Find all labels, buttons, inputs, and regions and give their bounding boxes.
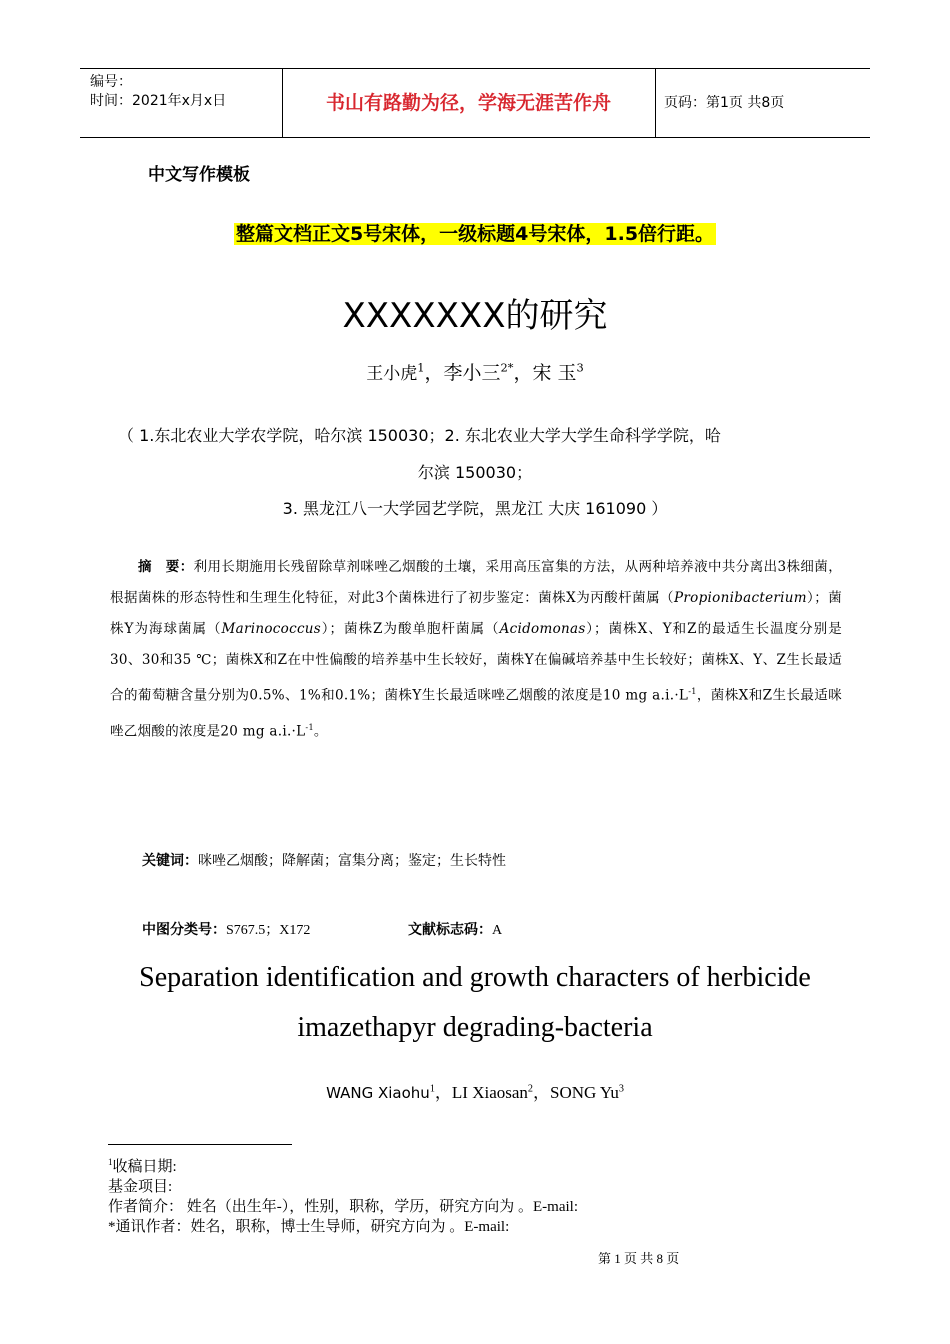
keywords-row: [142, 850, 506, 870]
footnotes: [108, 1152, 578, 1237]
author-1-sup: 1: [417, 360, 425, 375]
doccode-row: [408, 919, 502, 939]
header-meta-cell: [80, 69, 283, 137]
footnote-2: 基金项目:: [108, 1179, 173, 1195]
footnote-1-sup: 1: [108, 1157, 113, 1167]
abstract-text-1: 利用长期施用长残留除草剂咪唑乙烟酸的土壤，采用高压富集的方法，从两种培养液中共分离出3株细菌，根据菌株的形态特性和生理生化特征，对此3个菌株进行了初步鉴定：菌株X为丙酸杆菌属（: [110, 559, 842, 606]
number-label: 编号：: [90, 74, 132, 90]
abstract-text-6: 。: [313, 723, 328, 739]
title-en-line-1: Separation identification and growth characters of herbicide: [139, 962, 811, 993]
genus-y: Marinococcus: [221, 621, 322, 637]
clc-value: S767.5；X172: [226, 923, 311, 938]
author-en-1-sup: 1: [429, 1083, 435, 1095]
footnote-1-text: 收稿日期:: [112, 1159, 177, 1175]
abstract-text-5: ，菌株X和Z生长最适咪唑乙烟酸的浓度是20 mg a.i.·L: [110, 687, 842, 739]
affiliation-line-3: 3. 黑龙江八一大学园艺学院，黑龙江 大庆 161090 ）: [282, 499, 668, 518]
header-motto-cell: [282, 69, 656, 137]
keywords-label: 关键词：: [142, 853, 198, 869]
format-note-row: [0, 219, 950, 246]
abstract-sup-2: -1: [305, 721, 314, 732]
author-sep-2: ，: [513, 362, 533, 384]
time-label: 时间：2021年x月x日: [90, 93, 227, 109]
format-note: 整篇文档正文5号宋体，一级标题4号宋体，1.5倍行距。: [235, 223, 715, 245]
author-3-sup: 3: [576, 360, 584, 375]
authors-en: [0, 1078, 950, 1103]
title-en-line-2: imazethapyr degrading-bacteria: [297, 1012, 653, 1043]
author-en-3-sup: 3: [618, 1083, 624, 1095]
motto: 书山有路勤为径，学海无涯苦作舟: [325, 92, 611, 114]
author-en-1: WANG Xiaohu: [326, 1084, 430, 1102]
abstract-sup-1: -1: [688, 686, 697, 696]
clc-row: [142, 919, 310, 939]
author-sep-1: ，: [424, 362, 444, 384]
page-footer: 第 1 页 共 8 页: [598, 1251, 680, 1266]
abstract-text-2: ）；菌株Y为海球菌属（: [110, 590, 842, 637]
footnote-3: 作者简介： 姓名（出生年-），性别，职称，学历，研究方向为 。E-mail:: [108, 1199, 578, 1215]
author-en-3: SONG Yu: [550, 1083, 619, 1102]
genus-z: Acidomonas: [499, 621, 586, 637]
author-2: 李小三: [443, 362, 501, 384]
abstract-text-4: ）；菌株X、Y和Z的最适生长温度分别是30、30和35 ℃；菌株X和Z在中性偏酸的培养基中生长较好，菌株Y在偏碱培养基中生长较好；菌株X、Y、Z生长最适合的葡萄糖含量分别为0.5%、1%和0.1%；菌株Y生长最适咪唑乙烟酸的浓度是10 mg a.i.·L: [110, 621, 843, 704]
footnote-4: *通讯作者：姓名，职称，博士生导师，研究方向为 。E-mail:: [108, 1219, 510, 1235]
header-page-cell: [656, 69, 870, 137]
author-1: 王小虎: [366, 364, 418, 384]
author-en-2-sup: 2: [527, 1083, 534, 1095]
affiliation-line-1: （ 1.东北农业大学农学院，哈尔滨 150030；2. 东北农业大学大学生命科学学院，哈: [118, 426, 721, 445]
clc-label: 中图分类号：: [142, 922, 226, 938]
page-label: 页码：第1页 共8页: [664, 95, 785, 111]
author-en-sep-2: ，: [533, 1083, 551, 1102]
abstract-text-3: ）；菌株Z为酸单胞杆菌属（: [321, 621, 500, 637]
author-2-sup: 2*: [500, 360, 514, 375]
footnote-separator: [108, 1144, 292, 1145]
header-table: [80, 68, 870, 138]
doccode-value: A: [492, 923, 503, 938]
authors-cn: [0, 358, 950, 385]
keywords: 咪唑乙烟酸；降解菌；富集分离；鉴定；生长特性: [198, 853, 506, 869]
author-en-2: LI Xiaosan: [451, 1083, 528, 1102]
doccode-label: 文献标志码：: [408, 922, 492, 938]
footnote-1: [108, 1152, 578, 1177]
author-en-sep-1: ，: [434, 1083, 452, 1102]
template-label: 中文写作模板: [148, 165, 250, 185]
genus-x: Propionibacterium: [674, 590, 807, 606]
author-3: 宋 玉: [532, 362, 577, 384]
abstract-label: 摘 要：: [138, 559, 194, 575]
affiliation-line-2: 尔滨 150030；: [417, 463, 533, 482]
title-cn: XXXXXXX的研究: [342, 296, 608, 336]
abstract: [110, 552, 842, 747]
